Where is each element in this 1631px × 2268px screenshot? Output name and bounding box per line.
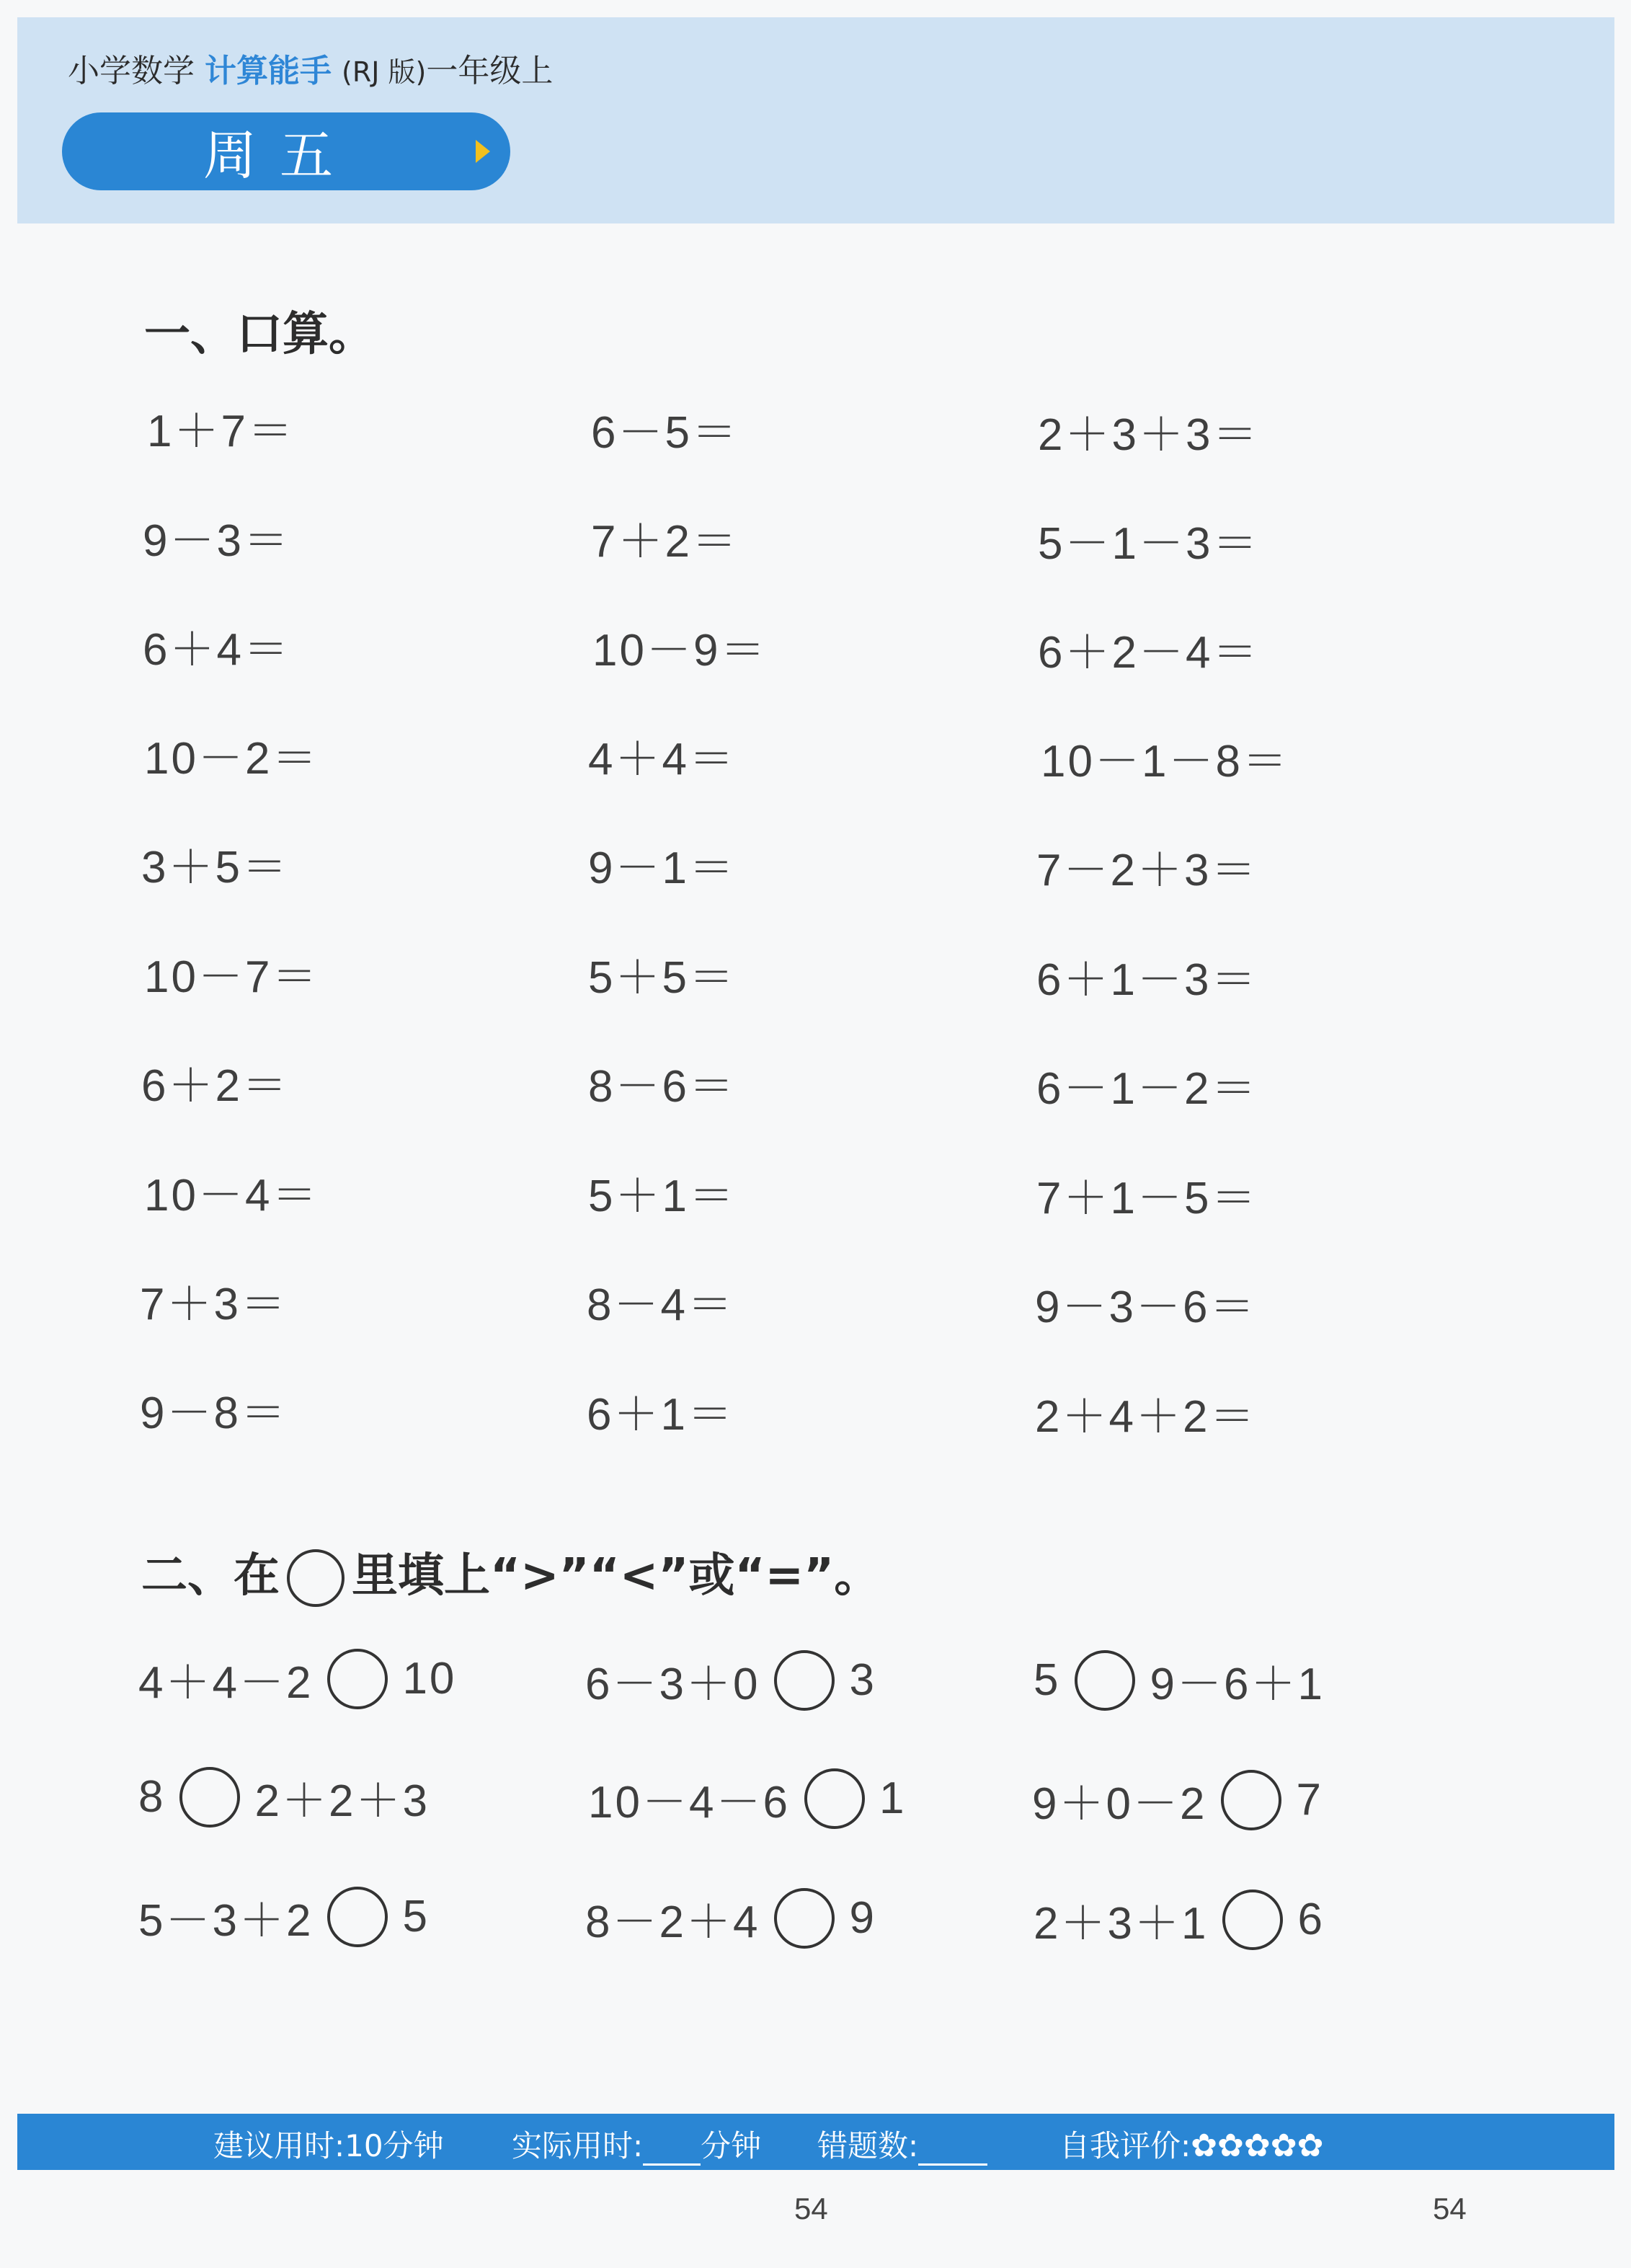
equation[interactable]: 2＋4＋2＝ — [1035, 1392, 1257, 1442]
compare-right: 3 — [849, 1655, 876, 1705]
compare-item — [138, 1647, 456, 1711]
compare-right: 1 — [879, 1773, 907, 1823]
equation[interactable]: 9－1＝ — [588, 843, 736, 893]
compare-item — [1034, 1887, 1325, 1952]
compare-left: 6－3＋0 — [585, 1660, 760, 1709]
equation[interactable]: 10－4＝ — [144, 1171, 319, 1221]
compare-left: 8 — [138, 1772, 166, 1822]
section2-title-before: 二、在 — [141, 1549, 280, 1603]
page-number: 54 — [794, 2192, 828, 2225]
series-brand: 计算能手 — [205, 53, 332, 89]
circle-icon — [287, 1549, 345, 1607]
flower-icon[interactable]: ✿ — [1297, 2127, 1324, 2164]
answer-circle[interactable] — [179, 1767, 240, 1828]
actual-time: 实际用时: 分钟 — [512, 2122, 761, 2166]
section1-title: 一、口算。 — [144, 308, 375, 361]
equation[interactable]: 5＋1＝ — [588, 1171, 736, 1221]
compare-item — [1034, 1648, 1325, 1712]
play-arrow-icon — [476, 140, 490, 163]
section2-title-after: 里填上“>”“<”或“=”。 — [352, 1549, 881, 1603]
equation[interactable]: 10－9＝ — [592, 626, 768, 675]
flower-icon[interactable]: ✿ — [1191, 2127, 1218, 2164]
equation[interactable]: 6＋2＝ — [141, 1061, 289, 1111]
compare-item — [588, 1766, 906, 1830]
compare-right: 5 — [402, 1892, 430, 1941]
equation[interactable]: 10－1－8＝ — [1041, 737, 1289, 787]
answer-circle[interactable] — [804, 1768, 865, 1829]
equation[interactable]: 9－8＝ — [140, 1388, 288, 1438]
equation[interactable]: 3＋5＝ — [141, 843, 289, 892]
day-pill — [62, 112, 510, 190]
answer-circle[interactable] — [1221, 1770, 1281, 1830]
equation[interactable]: 6－5＝ — [591, 408, 739, 458]
compare-right: 9－6＋1 — [1150, 1660, 1325, 1709]
self-evaluation: 自我评价:✿✿✿✿✿ — [1059, 2127, 1324, 2164]
compare-left: 8－2＋4 — [585, 1897, 760, 1947]
equation[interactable]: 6＋2－4＝ — [1038, 628, 1260, 678]
actual-time-blank[interactable] — [643, 2135, 701, 2166]
answer-circle[interactable] — [1222, 1890, 1283, 1950]
compare-left: 4＋4－2 — [138, 1658, 314, 1708]
day-label: 周五 — [203, 125, 356, 187]
equation[interactable]: 10－2＝ — [144, 734, 319, 784]
flower-icon[interactable]: ✿ — [1217, 2127, 1244, 2164]
series-prefix: 小学数学 — [68, 53, 195, 89]
equation[interactable]: 7－2＋3＝ — [1036, 846, 1258, 895]
equation[interactable]: 9－3＝ — [143, 516, 290, 566]
footer-band — [17, 2114, 1614, 2170]
equation[interactable]: 6＋1－3＝ — [1036, 955, 1258, 1005]
compare-item — [138, 1765, 430, 1829]
compare-right: 6 — [1297, 1895, 1325, 1944]
compare-right: 7 — [1296, 1775, 1323, 1825]
equation[interactable]: 4＋4＝ — [588, 735, 736, 784]
answer-circle[interactable] — [1075, 1650, 1135, 1711]
answer-circle[interactable] — [327, 1649, 388, 1709]
equation[interactable]: 2＋3＋3＝ — [1038, 410, 1260, 460]
compare-item — [1032, 1768, 1323, 1832]
equation[interactable]: 5－1－3＝ — [1038, 519, 1260, 569]
compare-item — [585, 1648, 876, 1712]
equation[interactable]: 10－7＝ — [144, 952, 319, 1002]
compare-left: 10－4－6 — [588, 1778, 790, 1828]
error-count: 错题数: — [817, 2122, 987, 2166]
page-number: 54 — [1433, 2192, 1467, 2225]
compare-right: 9 — [849, 1893, 876, 1943]
compare-left: 2＋3＋1 — [1034, 1899, 1209, 1949]
answer-circle[interactable] — [327, 1887, 388, 1947]
equation[interactable]: 1＋7＝ — [147, 407, 295, 456]
answer-circle[interactable] — [774, 1650, 835, 1711]
compare-item — [138, 1884, 430, 1949]
series-grade: 一年级上 — [426, 53, 554, 89]
flower-icon[interactable]: ✿ — [1270, 2127, 1297, 2164]
compare-left: 5－3＋2 — [138, 1896, 314, 1946]
compare-left: 9＋0－2 — [1032, 1779, 1207, 1829]
equation[interactable]: 6＋1＝ — [587, 1390, 734, 1440]
section2-title — [141, 1538, 880, 1607]
equation[interactable]: 7＋1－5＝ — [1036, 1174, 1258, 1223]
series-title — [68, 45, 553, 91]
equation[interactable]: 6－1－2＝ — [1036, 1064, 1258, 1114]
equation[interactable]: 8－4＝ — [587, 1280, 734, 1330]
compare-right: 10 — [402, 1654, 457, 1704]
error-count-blank[interactable] — [918, 2135, 987, 2166]
compare-left: 5 — [1034, 1655, 1061, 1705]
equation[interactable]: 9－3－6＝ — [1035, 1283, 1257, 1332]
answer-circle[interactable] — [774, 1888, 835, 1949]
equation[interactable]: 8－6＝ — [588, 1062, 736, 1112]
suggested-time: 建议用时:10分钟 — [213, 2128, 444, 2163]
series-edition: (RJ 版) — [342, 56, 427, 88]
equation[interactable]: 7＋2＝ — [591, 517, 739, 567]
compare-right: 2＋2＋3 — [254, 1776, 430, 1826]
equation[interactable]: 6＋4＝ — [143, 625, 290, 675]
compare-item — [585, 1886, 876, 1950]
equation[interactable]: 5＋5＝ — [588, 953, 736, 1003]
flower-icon[interactable]: ✿ — [1243, 2127, 1271, 2164]
equation[interactable]: 7＋3＝ — [140, 1280, 288, 1329]
